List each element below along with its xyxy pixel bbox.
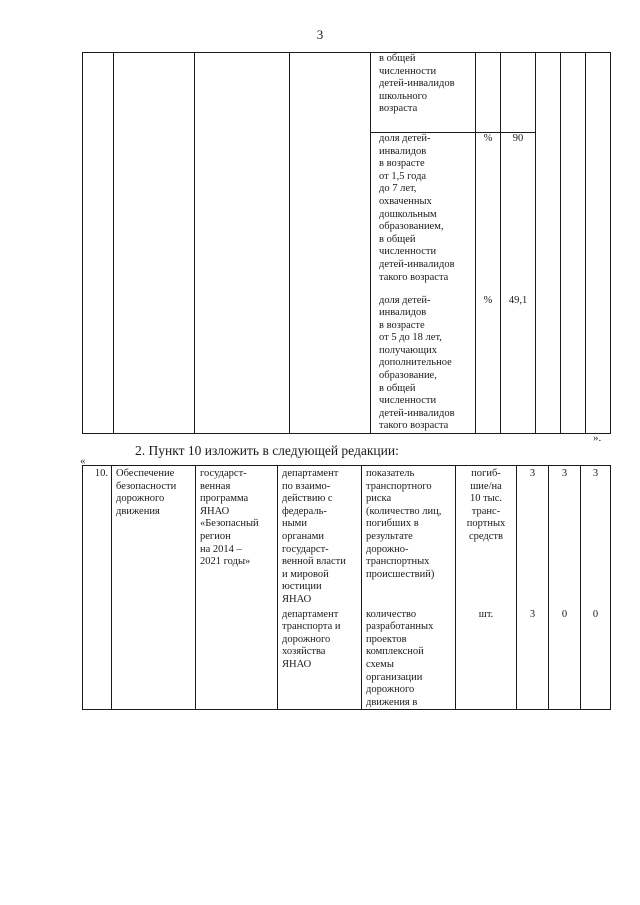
- row1-value-1: 3: [517, 466, 549, 607]
- item-number: 10.: [83, 466, 112, 710]
- table1-cell-extra-2: [561, 53, 586, 434]
- page-number: 3: [316, 27, 324, 42]
- row1-department: департамент по взаимо- действию с федераль- ными органами государст- венной власти и мировой юстиции ЯНАО: [278, 466, 362, 607]
- table1-indicator-1: [371, 53, 476, 133]
- table1-cell-program: [195, 53, 290, 434]
- row2-indicator: количество разработанных проектов комплексной схемы организации дорожного движения в: [362, 607, 456, 710]
- row1-value-3: 3: [581, 466, 611, 607]
- item-program: государст- венная программа ЯНАО «Безопасный регион на 2014 – 2021 годы»: [196, 466, 278, 710]
- indicator-text: доля детей- инвалидов в возрасте от 5 до 18 лет, получающих дополнительное образование, в общей численности детей-инвалидов такого возраста: [379, 294, 455, 432]
- opening-quote: «: [80, 455, 86, 467]
- table1-value-2: 90: [501, 133, 536, 295]
- item-10-table: [82, 465, 611, 710]
- table1-indicator-3: [371, 295, 476, 434]
- row1-indicator: показатель транспортного риска (количество лиц, погибших в результате дорожно- транспортных происшествий): [362, 466, 456, 607]
- row2-unit: шт.: [456, 607, 517, 710]
- row1-value-2: 3: [549, 466, 581, 607]
- row2-department: департамент транспорта и дорожного хозяйства ЯНАО: [278, 607, 362, 710]
- table1-unit-1: [476, 53, 501, 133]
- table1-cell-extra-1: [536, 53, 561, 434]
- indicator-text: в общей численности детей-инвалидов школьного возраста: [379, 53, 455, 115]
- table1-unit-2: %: [476, 133, 501, 295]
- indicator-text: доля детей- инвалидов в возрасте от 1,5 года до 7 лет, охваченных дошкольным образованием, в общей численности детей-инвалидов такого возраста: [379, 133, 455, 283]
- table1-cell-num: [83, 53, 114, 434]
- item-name: Обеспечение безопасности дорожного движения: [112, 466, 196, 710]
- row1-unit: погиб- шие/на 10 тыс. транс- портных средств: [456, 466, 517, 607]
- table1-indicator-2: [371, 133, 476, 295]
- closing-quote: ».: [593, 432, 602, 444]
- table1-cell-department: [290, 53, 371, 434]
- table1-value-1: [501, 53, 536, 133]
- table1-unit-3: %: [476, 295, 501, 434]
- table1-cell-extra-3: [586, 53, 611, 434]
- continuation-table: [82, 52, 611, 434]
- row2-value-3: 0: [581, 607, 611, 710]
- table1-value-3: 49,1: [501, 295, 536, 434]
- section-heading: 2. Пункт 10 изложить в следующей редакции:: [135, 443, 399, 458]
- table1-cell-name: [114, 53, 195, 434]
- row2-value-1: 3: [517, 607, 549, 710]
- row2-value-2: 0: [549, 607, 581, 710]
